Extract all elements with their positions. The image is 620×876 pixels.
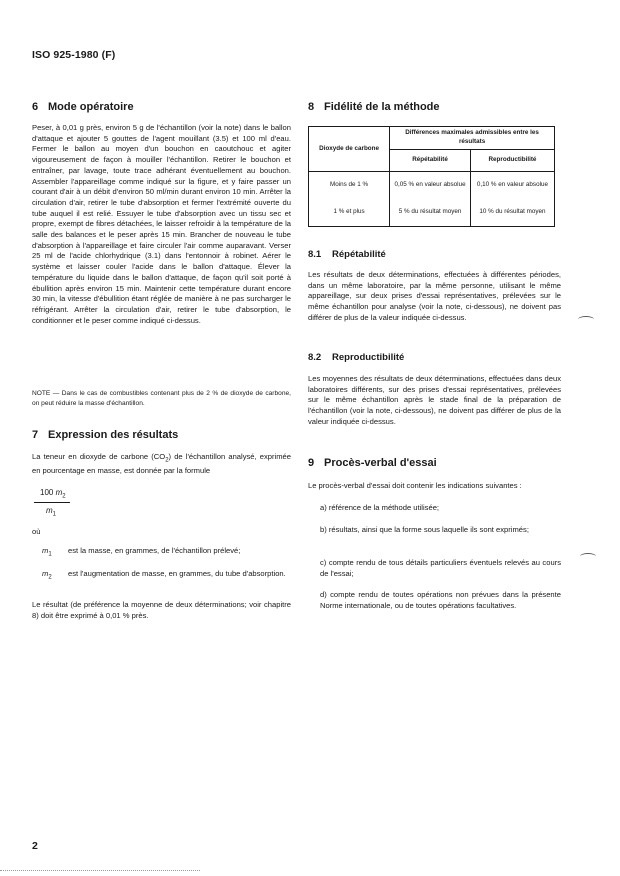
section-9-title: Procès-verbal d'essai: [324, 457, 437, 469]
where-label: où: [32, 527, 41, 536]
section-6-title: Mode opératoire: [48, 101, 134, 113]
section-7-number: 7: [32, 429, 39, 441]
m1-symbol: $m_1$: [42, 546, 52, 558]
section-6-number: 6: [32, 101, 39, 113]
m2-description: est l'augmentation de masse, en grammes, du tube d'absorption.: [68, 569, 286, 578]
scan-edge-noise: [0, 870, 200, 873]
section-7-intro-a: La teneur en dioxyde de carbone (CO: [32, 452, 166, 461]
section-8-2-body: Les moyennes des résultats de deux déterminations, effectuées dans deux laboratoires différents, sur des prises d'essai représentatives, prélevées sur le même échantillon après le stade final de la préparation de l'échantillon (voir la note, ci-dessous), ne doivent pas différer de plus de la valeur indiquée ci-dessus.: [308, 374, 561, 426]
precision-table: [308, 126, 555, 227]
section-8-heading: [308, 101, 440, 113]
section-9-intro: Le procès-verbal d'essai doit contenir les indications suivantes :: [308, 481, 522, 490]
row-label: 1 % et plus: [309, 198, 390, 227]
formula-m2-sub: 2: [62, 493, 66, 500]
formula-denominator: [46, 506, 56, 518]
variable-m1: [42, 546, 291, 558]
list-item: c) compte rendu de tous détails particuliers éventuels relevés au cours de l'essai;: [320, 558, 561, 578]
list-item: d) compte rendu de toutes opérations non prévues dans la présente Norme internationale, ou de toutes opérations facultatives.: [320, 590, 561, 610]
page-number: 2: [32, 840, 38, 852]
formula-m1: m: [46, 506, 53, 515]
section-8-1-title: Répétabilité: [332, 249, 386, 260]
section-8-1-number: 8.1: [308, 249, 322, 260]
fraction-bar: [34, 502, 70, 503]
section-7-title: Expression des résultats: [48, 429, 179, 441]
row-label: Moins de 1 %: [309, 172, 390, 199]
formula-m2: m: [55, 488, 63, 497]
co2-subscript: 2: [165, 457, 169, 464]
group-header: Différences maximales admissibles entre les résultats: [390, 127, 555, 150]
table-row: [309, 172, 555, 199]
list-item: b) résultats, ainsi que la forme sous laquelle ils sont exprimés;: [320, 525, 529, 534]
formula: [34, 488, 74, 518]
list-item: a) référence de la méthode utilisée;: [320, 503, 440, 512]
cell-rep: 0,05 % en valeur absolue: [390, 172, 471, 199]
section-8-2-heading: [308, 352, 404, 363]
section-6-heading: [32, 101, 134, 113]
section-9-heading: [308, 457, 437, 469]
formula-m1-sub: 1: [52, 511, 57, 518]
section-7-intro: [32, 452, 291, 477]
col-header-reproductibilite: Reproductibilité: [470, 149, 554, 172]
cell-rep: 5 % du résultat moyen: [390, 198, 471, 227]
section-8-title: Fidélité de la méthode: [324, 101, 440, 113]
section-8-2-title: Reproductibilité: [332, 352, 405, 363]
m2-symbol: $m_2$: [42, 569, 52, 581]
m1-description: est la masse, en grammes, de l'échantillon prélevé;: [68, 546, 241, 555]
cell-repro: 10 % du résultat moyen: [470, 198, 554, 227]
section-8-1-body: Les résultats de deux déterminations, effectuées à différentes périodes, dans un même laboratoire, par la même personne, utilisant le même appareillage, sur deux prises d'essai représentatives, prélevées sur le même échantillon pour analyse (voir la note, ci-dessous), ne doivent pas différer de plus de la valeur indiquée ci-dessus.: [308, 270, 561, 322]
formula-numerator: [40, 488, 66, 500]
section-6-body: Peser, à 0,01 g près, environ 5 g de l'échantillon (voir la note) dans le ballon d'attaque et ajouter 5 gouttes de l'agent mouillant (3.5) et 100 ml d'eau. Fermer le ballon au moyen d'un bouchon en caoutchouc et agiter vigoureusement de façon à mouiller l'échantillon. Retirer le bouchon et entraîner, par lavage, toute trace adhérant éventuellement au bouchon. Assembler l'appareillage comme indiqué sur la figure, et y faire passer un courant d'air à un débit d'environ 50 ml/min durant environ 10 min. Arrêter la circulation d'air, retirer le tube d'absorption et fermer l'extrémité ouverte du tube auquel il est relié. Essuyer le tube d'absorption avec un tissu sec et propre, exempt de fibres détachées, le laisser refroidir à la température de la salle des balances et le peser après 15 min. Brancher de nouveau le tube d'absorption à l'appareillage et faire circuler l'air comme auparavant. Verser 25 ml de l'acide chlorhydrique (3.1) dans l'entonnoir à robinet. Aérer le système et laisser couler l'acide dans le ballon d'attaque. Élever la température du liquide dans le ballon d'attaque, de façon qu'il soit porté à ébullition après environ 15 min. Maintenir cette température durant encore 30 min, la vitesse d'ébullition étant réglée de manière à ne pas surcharger le réfrigérant. Arrêter la circulation d'air, retirer le tube d'absorption, le conditionner et le peser comme indiqué ci-dessus.: [32, 123, 291, 325]
section-6-note: NOTE — Dans le cas de combustibles contenant plus de 2 % de dioxyde de carbone, on peut réduire la masse d'échantillon.: [32, 390, 291, 407]
section-8-number: 8: [308, 101, 315, 113]
section-7-intro-b: ) de l'échantillon analysé, exprimée en pourcentage en masse, est donnée par la formule: [32, 452, 291, 476]
section-7-result: Le résultat (de préférence la moyenne de deux déterminations; voir chapitre 8) doit être exprimé à 0,01 % près.: [32, 600, 291, 620]
section-9-number: 9: [308, 457, 315, 469]
formula-constant: 100: [40, 488, 54, 497]
variable-m2: [42, 569, 291, 593]
cell-repro: 0,10 % en valeur absolue: [470, 172, 554, 199]
table-header-row: [309, 127, 555, 150]
document-header: ISO 925-1980 (F): [32, 49, 116, 61]
scan-mark: [578, 316, 594, 323]
scan-mark: [580, 553, 596, 560]
section-7-heading: [32, 429, 178, 441]
section-8-2-number: 8.2: [308, 352, 322, 363]
col-header-repetabilite: Répétabilité: [390, 149, 471, 172]
table-row: [309, 198, 555, 227]
section-8-1-heading: [308, 249, 386, 260]
col-header-dioxyde: Dioxyde de carbone: [309, 127, 390, 172]
